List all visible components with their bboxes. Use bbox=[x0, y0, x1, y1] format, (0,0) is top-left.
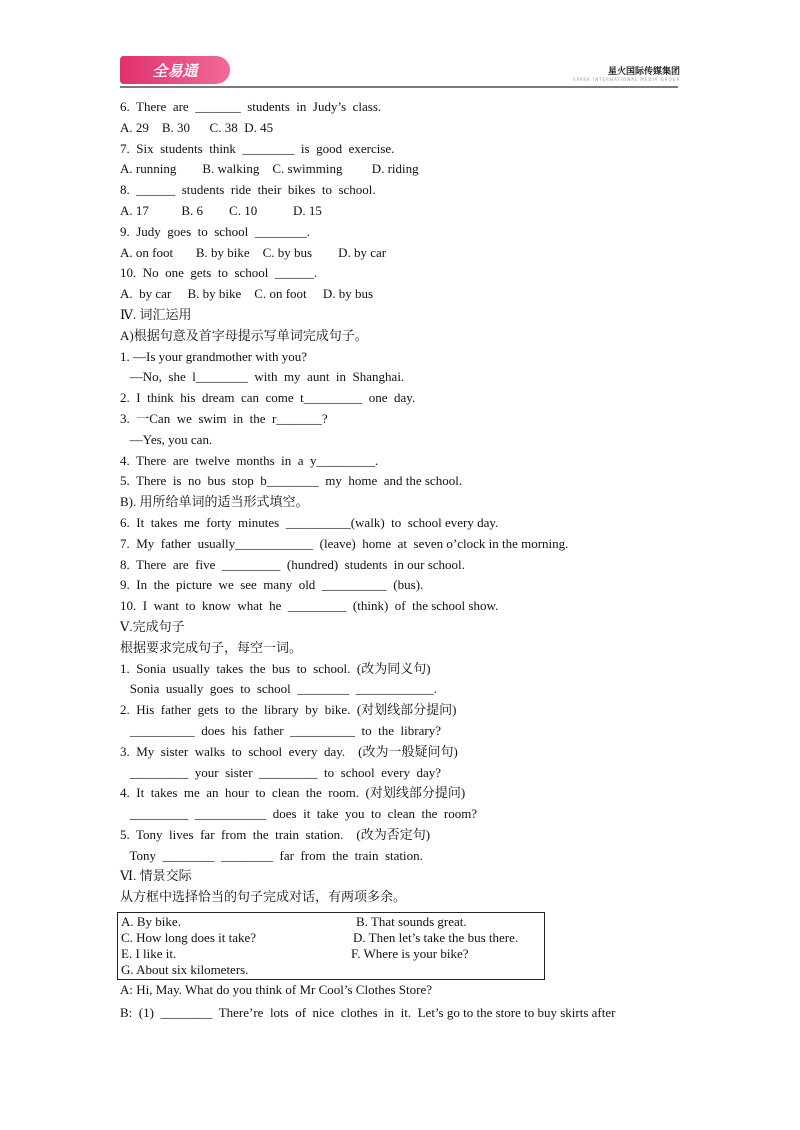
option-e: E. I like it. bbox=[121, 946, 177, 961]
question-line: 1. —Is your grandmother with you? bbox=[120, 348, 308, 364]
question-line: 2. I think his dream can come t_________ one day. bbox=[120, 390, 416, 406]
section-heading: Ⅳ. 词汇运用 bbox=[120, 306, 192, 322]
option-f: F. Where is your bike? bbox=[351, 946, 469, 961]
options-line: A. 29 B. 30 C. 38 D. 45 bbox=[120, 119, 274, 135]
dialogue-line: B: (1) ________ There’re lots of nice clothes in it. Let’s go to the store to buy skirts after bbox=[120, 1004, 616, 1020]
instruction-line: 根据要求完成句子，每空一词。 bbox=[120, 639, 303, 655]
question-line: 10. I want to know what he _________ (think) of the school show. bbox=[120, 598, 499, 614]
question-line: 1. Sonia usually takes the bus to school. (改为同义句) bbox=[120, 660, 431, 676]
question-line: 4. It takes me an hour to clean the room. (对划线部分提问) bbox=[120, 785, 466, 801]
option-c: C. How long does it take? bbox=[121, 930, 257, 945]
question-line: 5. There is no bus stop b________ my home and the school. bbox=[120, 473, 463, 489]
answer-line: Tony ________ ________ far from the train station. bbox=[120, 847, 423, 863]
question-line: 8. There are five _________ (hundred) students in our school. bbox=[120, 556, 465, 572]
quanyitong-logo: 全易通 bbox=[120, 56, 230, 84]
question-line: 9. In the picture we see many old __________ (bus). bbox=[120, 577, 424, 593]
worksheet-body bbox=[120, 97, 680, 908]
question-line: 6. There are _______ students in Judy’s class. bbox=[120, 99, 382, 114]
dialogue bbox=[120, 980, 690, 1024]
question-line: 7. Six students think ________ is good exercise. bbox=[120, 140, 395, 156]
section-heading: Ⅵ. 情景交际 bbox=[120, 868, 192, 884]
answer-line: _________ your sister _________ to school every day? bbox=[120, 764, 441, 780]
question-line: 3. My sister walks to school every day. (改为一般疑问句) bbox=[120, 743, 458, 759]
dialogue-line: A: Hi, May. What do you think of Mr Cool’s Clothes Store? bbox=[120, 982, 432, 997]
options-box bbox=[117, 912, 545, 980]
header-divider bbox=[120, 86, 678, 88]
options-line: A. on foot B. by bike C. by bus D. by car bbox=[120, 244, 387, 260]
option-g: G. About six kilometers. bbox=[121, 962, 249, 977]
question-line: 5. Tony lives far from the train station. (改为否定句) bbox=[120, 826, 431, 842]
option-b: B. That sounds great. bbox=[356, 914, 467, 929]
answer-line: __________ does his father __________ to the library? bbox=[120, 722, 441, 738]
option-d: D. Then let’s take the bus there. bbox=[353, 930, 519, 945]
question-line: 7. My father usually____________ (leave) home at seven o’clock in the morning. bbox=[120, 535, 569, 551]
question-line: 9. Judy goes to school ________. bbox=[120, 223, 310, 239]
publisher-subtitle: SPARK INTERNATIONAL MEDIA GROUP bbox=[572, 77, 680, 82]
question-line: 8. ______ students ride their bikes to school. bbox=[120, 182, 376, 198]
question-line: 10. No one gets to school ______. bbox=[120, 265, 318, 281]
question-line: —Yes, you can. bbox=[120, 431, 213, 447]
answer-line: Sonia usually goes to school ________ ____________. bbox=[120, 681, 438, 697]
options-line: A. 17 B. 6 C. 10 D. 15 bbox=[120, 202, 322, 218]
publisher-name: 星火国际传媒集团 bbox=[607, 67, 680, 77]
publisher-brand bbox=[573, 64, 680, 82]
answer-line: _________ ___________ does it take you to clean the room? bbox=[120, 806, 478, 822]
instruction-line: B). 用所给单词的适当形式填空。 bbox=[120, 494, 309, 510]
page-header bbox=[120, 56, 680, 88]
instruction-line: 从方框中选择恰当的句子完成对话，有两项多余。 bbox=[120, 889, 407, 905]
question-line: 2. His father gets to the library by bike. (对划线部分提问) bbox=[120, 702, 457, 718]
question-line: 6. It takes me forty minutes __________(walk) to school every day. bbox=[120, 514, 499, 530]
options-line: A. by car B. by bike C. on foot D. by bus bbox=[120, 286, 374, 302]
options-line: A. running B. walking C. swimming D. riding bbox=[120, 161, 419, 177]
question-line: 3. 一Can we swim in the r_______? bbox=[120, 410, 328, 426]
option-a: A. By bike. bbox=[121, 914, 181, 929]
section-heading: Ⅴ.完成句子 bbox=[120, 618, 185, 634]
question-line: —No, she l________ with my aunt in Shanghai. bbox=[120, 369, 405, 385]
question-line: 4. There are twelve months in a y_________. bbox=[120, 452, 379, 468]
instruction-line: A)根据句意及首字母提示写单词完成句子。 bbox=[120, 327, 368, 343]
